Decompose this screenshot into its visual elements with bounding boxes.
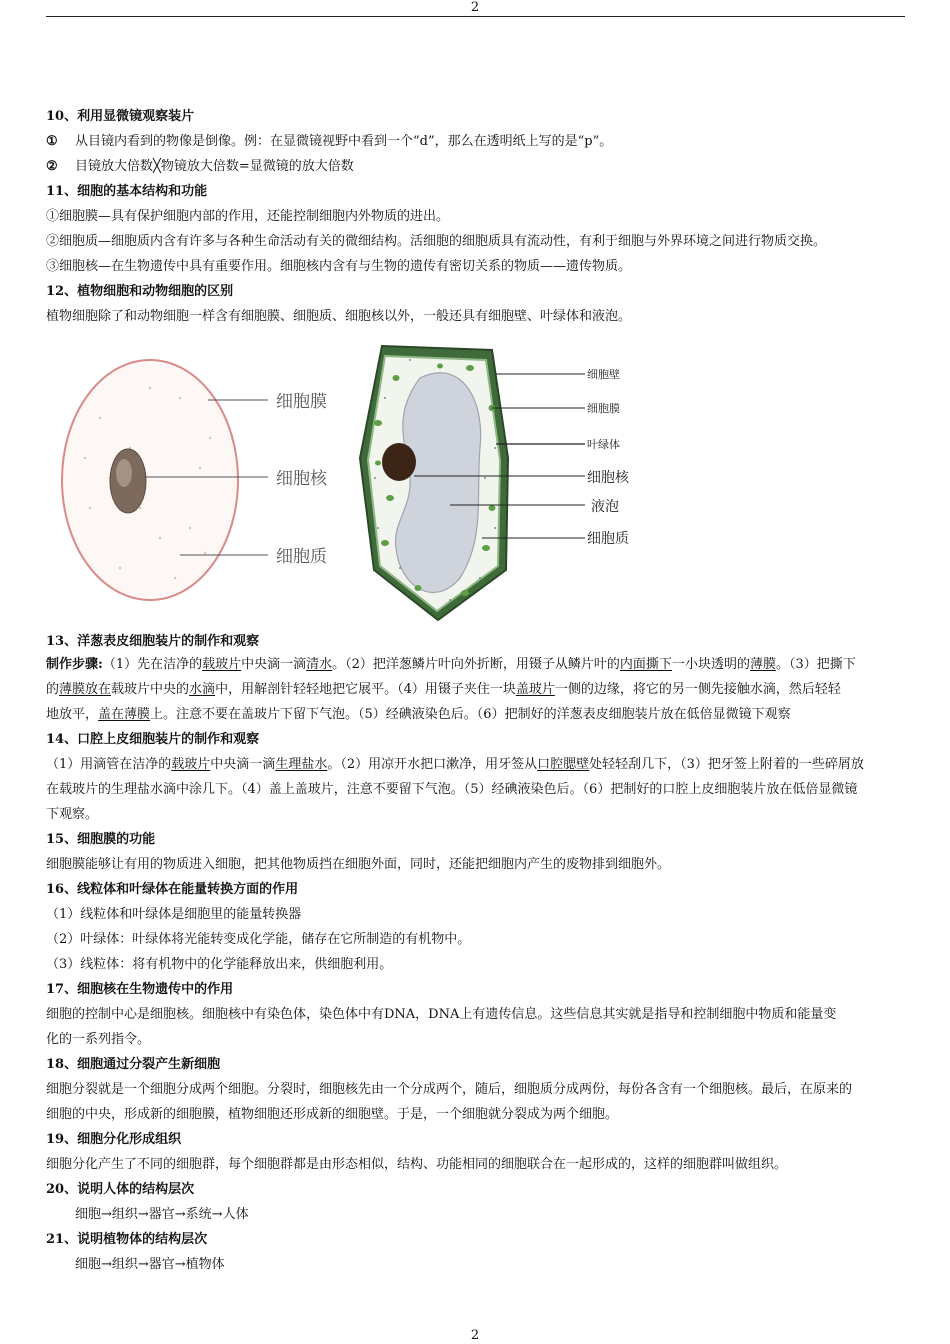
section-14-title: 14、口腔上皮细胞装片的制作和观察 xyxy=(46,732,260,747)
section-18-title: 18、细胞通过分裂产生新细胞 xyxy=(46,1057,221,1072)
paragraph-line: 细胞分裂就是一个细胞分成两个细胞。分裂时，细胞核先由一个分成两个，随后，细胞质分成两份，每份各含有一个细胞核。最后，在原来的 xyxy=(46,1082,853,1097)
section-16-title: 16、线粒体和叶绿体在能量转换方面的作用 xyxy=(46,882,299,897)
paragraph-line: 细胞的控制中心是细胞核。细胞核中有染色体，染色体中有DNA，DNA上有遗传信息。这些信息其实就是指导和控制细胞中物质和能量变 xyxy=(46,1007,837,1022)
animal-cell xyxy=(62,360,238,600)
section-11-title: 11、细胞的基本结构和功能 xyxy=(46,184,208,199)
underlined-term: 口腔腮壁 xyxy=(537,757,590,772)
underlined-term: 水滴 xyxy=(189,682,216,697)
item-text: 从目镜内看到的物像是倒像。例：在显微镜视野中看到一个“d”，那么在透明纸上写的是“p”。 xyxy=(75,134,613,149)
hierarchy-line: 细胞→组织→器官→植物体 xyxy=(75,1257,225,1272)
section-17-title: 17、细胞核在生物遗传中的作用 xyxy=(46,982,234,997)
text-run: 中央滴一滴 xyxy=(241,657,307,672)
text-run: 中央滴一滴 xyxy=(210,757,276,772)
section-10-title: 10、利用显微镜观察装片 xyxy=(46,109,195,124)
plant-label-nucleus: 细胞核 xyxy=(587,470,629,486)
underlined-term: 盖在薄膜 xyxy=(98,707,151,722)
paragraph-line: 在载玻片的生理盐水滴中涂几下。（4）盖上盖玻片，注意不要留下气泡。（5）经碘液染色后。（6）把制好的口腔上皮细胞装片放在低倍显微镜 xyxy=(46,782,858,797)
paragraph-line xyxy=(46,756,908,774)
text-run: 一侧的边缘，将它的另一侧先接触水滴，然后轻轻 xyxy=(554,682,841,697)
paragraph-line xyxy=(46,681,908,699)
underlined-term: 薄膜放在 xyxy=(59,682,112,697)
text-run: 的 xyxy=(46,682,60,697)
section-19-title: 19、细胞分化形成组织 xyxy=(46,1132,182,1147)
paragraph-line: ②细胞质—细胞质内含有许多与各种生命活动有关的微细结构。活细胞的细胞质具有流动性，有利于细胞与外界环境之间进行物质交换。 xyxy=(46,234,827,249)
paragraph-line: ①细胞膜—具有保护细胞内部的作用，还能控制细胞内外物质的进出。 xyxy=(46,209,450,224)
paragraph-line xyxy=(46,656,908,674)
paragraph-line: 化的一系列指令。 xyxy=(46,1032,151,1047)
plant-label-wall: 细胞壁 xyxy=(587,368,620,381)
text-run: 。（2）把洋葱鳞片叶向外折断，用镊子从鳞片叶的 xyxy=(332,657,620,672)
hierarchy-line: 细胞→组织→器官→系统→人体 xyxy=(75,1207,249,1222)
item-marker: ② xyxy=(46,159,58,174)
lead-label: 制作步骤: xyxy=(46,657,103,672)
underlined-term: 薄膜 xyxy=(749,657,776,672)
underlined-term: 生理盐水 xyxy=(275,757,328,772)
section-13-title: 13、洋葱表皮细胞装片的制作和观察 xyxy=(46,634,260,649)
list-item xyxy=(46,158,908,176)
page-number-bottom: 2 xyxy=(470,1328,480,1343)
section-12-title: 12、植物细胞和动物细胞的区别 xyxy=(46,284,234,299)
paragraph-line: 细胞膜能够让有用的物质进入细胞，把其他物质挡在细胞外面，同时，还能把细胞内产生的废物排到细胞外。 xyxy=(46,857,671,872)
paragraph-line: （1）线粒体和叶绿体是细胞里的能量转换器 xyxy=(46,907,302,922)
section-20-title: 20、说明人体的结构层次 xyxy=(46,1182,195,1197)
underlined-term: 清水 xyxy=(306,657,333,672)
text-run: 中，用解剖针轻轻地把它展平。（4）用镊子夹住一块 xyxy=(215,682,516,697)
text-run: 一小块透明的 xyxy=(671,657,750,672)
paragraph-line: 细胞分化产生了不同的细胞群，每个细胞群都是由形态相似，结构、功能相同的细胞联合在一起形成的，这样的细胞群叫做组织。 xyxy=(46,1157,788,1172)
plant-label-vacuole: 液泡 xyxy=(591,499,619,515)
plant-label-membrane: 细胞膜 xyxy=(587,402,620,415)
paragraph-line xyxy=(46,706,908,724)
section-15-title: 15、细胞膜的功能 xyxy=(46,832,156,847)
paragraph-line: 下观察。 xyxy=(46,807,99,822)
item-marker: ① xyxy=(46,134,58,149)
paragraph-line: 植物细胞除了和动物细胞一样含有细胞膜、细胞质、细胞核以外，一般还具有细胞壁、叶绿体和液泡。 xyxy=(46,309,632,324)
plant-label-chloroplast: 叶绿体 xyxy=(587,438,620,451)
text-run: （1）先在洁净的 xyxy=(102,657,203,672)
paragraph-line: （2）叶绿体：叶绿体将光能转变成化学能，储存在它所制造的有机物中。 xyxy=(46,932,471,947)
plant-label-cytoplasm: 细胞质 xyxy=(587,531,629,547)
underlined-term: 内面撕下 xyxy=(619,657,672,672)
section-21-title: 21、说明植物体的结构层次 xyxy=(46,1232,208,1247)
text-run: 。（2）用凉开水把口漱净，用牙签从 xyxy=(327,757,538,772)
paragraph-line: 细胞的中央，形成新的细胞膜，植物细胞还形成新的细胞壁。于是，一个细胞就分裂成为两个细胞。 xyxy=(46,1107,619,1122)
underlined-term: 载玻片 xyxy=(202,657,242,672)
underlined-term: 盖玻片 xyxy=(515,682,555,697)
animal-label-membrane: 细胞膜 xyxy=(276,392,327,412)
text-run: 处轻轻刮几下，（3）把牙签上附着的一些碎屑放 xyxy=(589,757,864,772)
text-run: （1）用滴管在洁净的 xyxy=(46,757,172,772)
plant-cell xyxy=(360,346,508,620)
animal-label-nucleus: 细胞核 xyxy=(276,469,327,489)
cell-diagram xyxy=(40,338,680,628)
paragraph-line: ③细胞核—在生物遗传中具有重要作用。细胞核内含有与生物的遗传有密切关系的物质——遗传物质。 xyxy=(46,259,632,274)
text-run: 。（3）把撕下 xyxy=(775,657,856,672)
item-text: 目镜放大倍数╳物镜放大倍数=显微镜的放大倍数 xyxy=(75,159,354,174)
page-number-top: 2 xyxy=(470,0,480,15)
header-rule xyxy=(46,16,905,17)
animal-label-cytoplasm: 细胞质 xyxy=(276,547,327,567)
list-item xyxy=(46,133,908,151)
text-run: 载玻片中央的 xyxy=(111,682,190,697)
text-run: 地放平， xyxy=(46,707,99,722)
underlined-term: 载玻片 xyxy=(171,757,211,772)
paragraph-line: （3）线粒体：将有机物中的化学能释放出来，供细胞利用。 xyxy=(46,957,393,972)
text-run: 上。注意不要在盖玻片下留下气泡。（5）经碘液染色后。（6）把制好的洋葱表皮细胞装片放在低倍显微镜下观察 xyxy=(150,707,791,722)
